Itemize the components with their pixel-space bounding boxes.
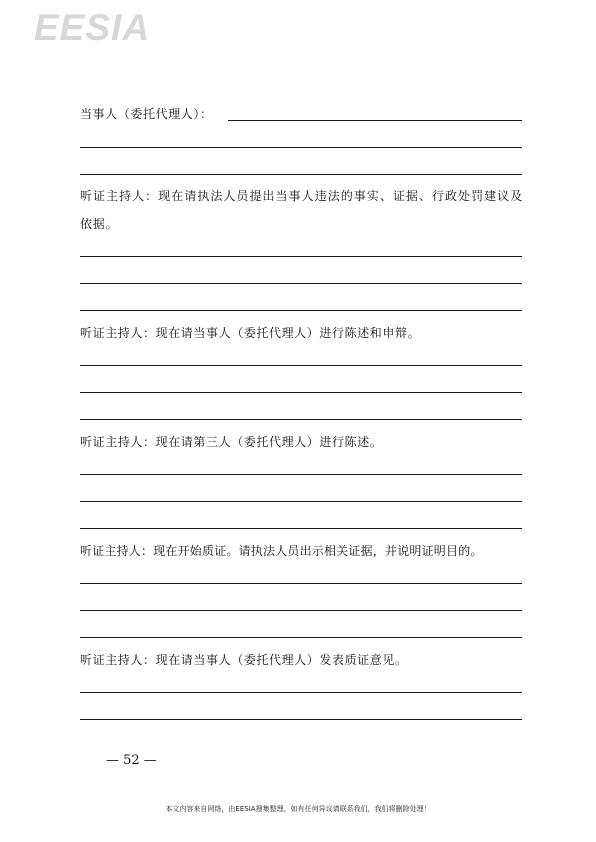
answer-line <box>80 528 522 529</box>
hearing-prompt-4: 听证主持人：现在开始质证。请执法人员出示相关证据，并说明证明目的。 <box>80 544 483 558</box>
answer-line <box>80 637 522 638</box>
page-number: — 52 — <box>106 753 157 768</box>
answer-line <box>80 256 522 257</box>
answer-line <box>80 174 522 175</box>
footer-notice: 本文内容来自网络，由EESIA搜集整理，如有任何异议请联系我们，我们将删除处理！ <box>165 805 431 813</box>
answer-line <box>80 501 522 502</box>
hearing-prompt-3: 听证主持人：现在请第三人（委托代理人）进行陈述。 <box>80 435 383 449</box>
answer-line <box>80 419 522 420</box>
answer-line <box>80 365 522 366</box>
party-label: 当事人（委托代理人）： <box>80 107 213 121</box>
answer-line <box>228 120 522 121</box>
answer-line <box>80 583 522 584</box>
answer-line <box>80 392 522 393</box>
answer-line <box>80 310 522 311</box>
answer-line <box>80 474 522 475</box>
answer-line <box>80 147 522 148</box>
eesia-logo: EESIA <box>34 7 151 48</box>
hearing-prompt-1: 听证主持人：现在请执法人员提出当事人违法的事实、证据、行政处罚建议及依据。 <box>80 189 523 231</box>
answer-line <box>80 610 522 611</box>
answer-line <box>80 283 522 284</box>
hearing-prompt-5: 听证主持人：现在请当事人（委托代理人）发表质证意见。 <box>80 653 408 667</box>
answer-line <box>80 719 522 720</box>
hearing-prompt-2: 听证主持人：现在请当事人（委托代理人）进行陈述和申辩。 <box>80 326 421 340</box>
answer-line <box>80 692 522 693</box>
